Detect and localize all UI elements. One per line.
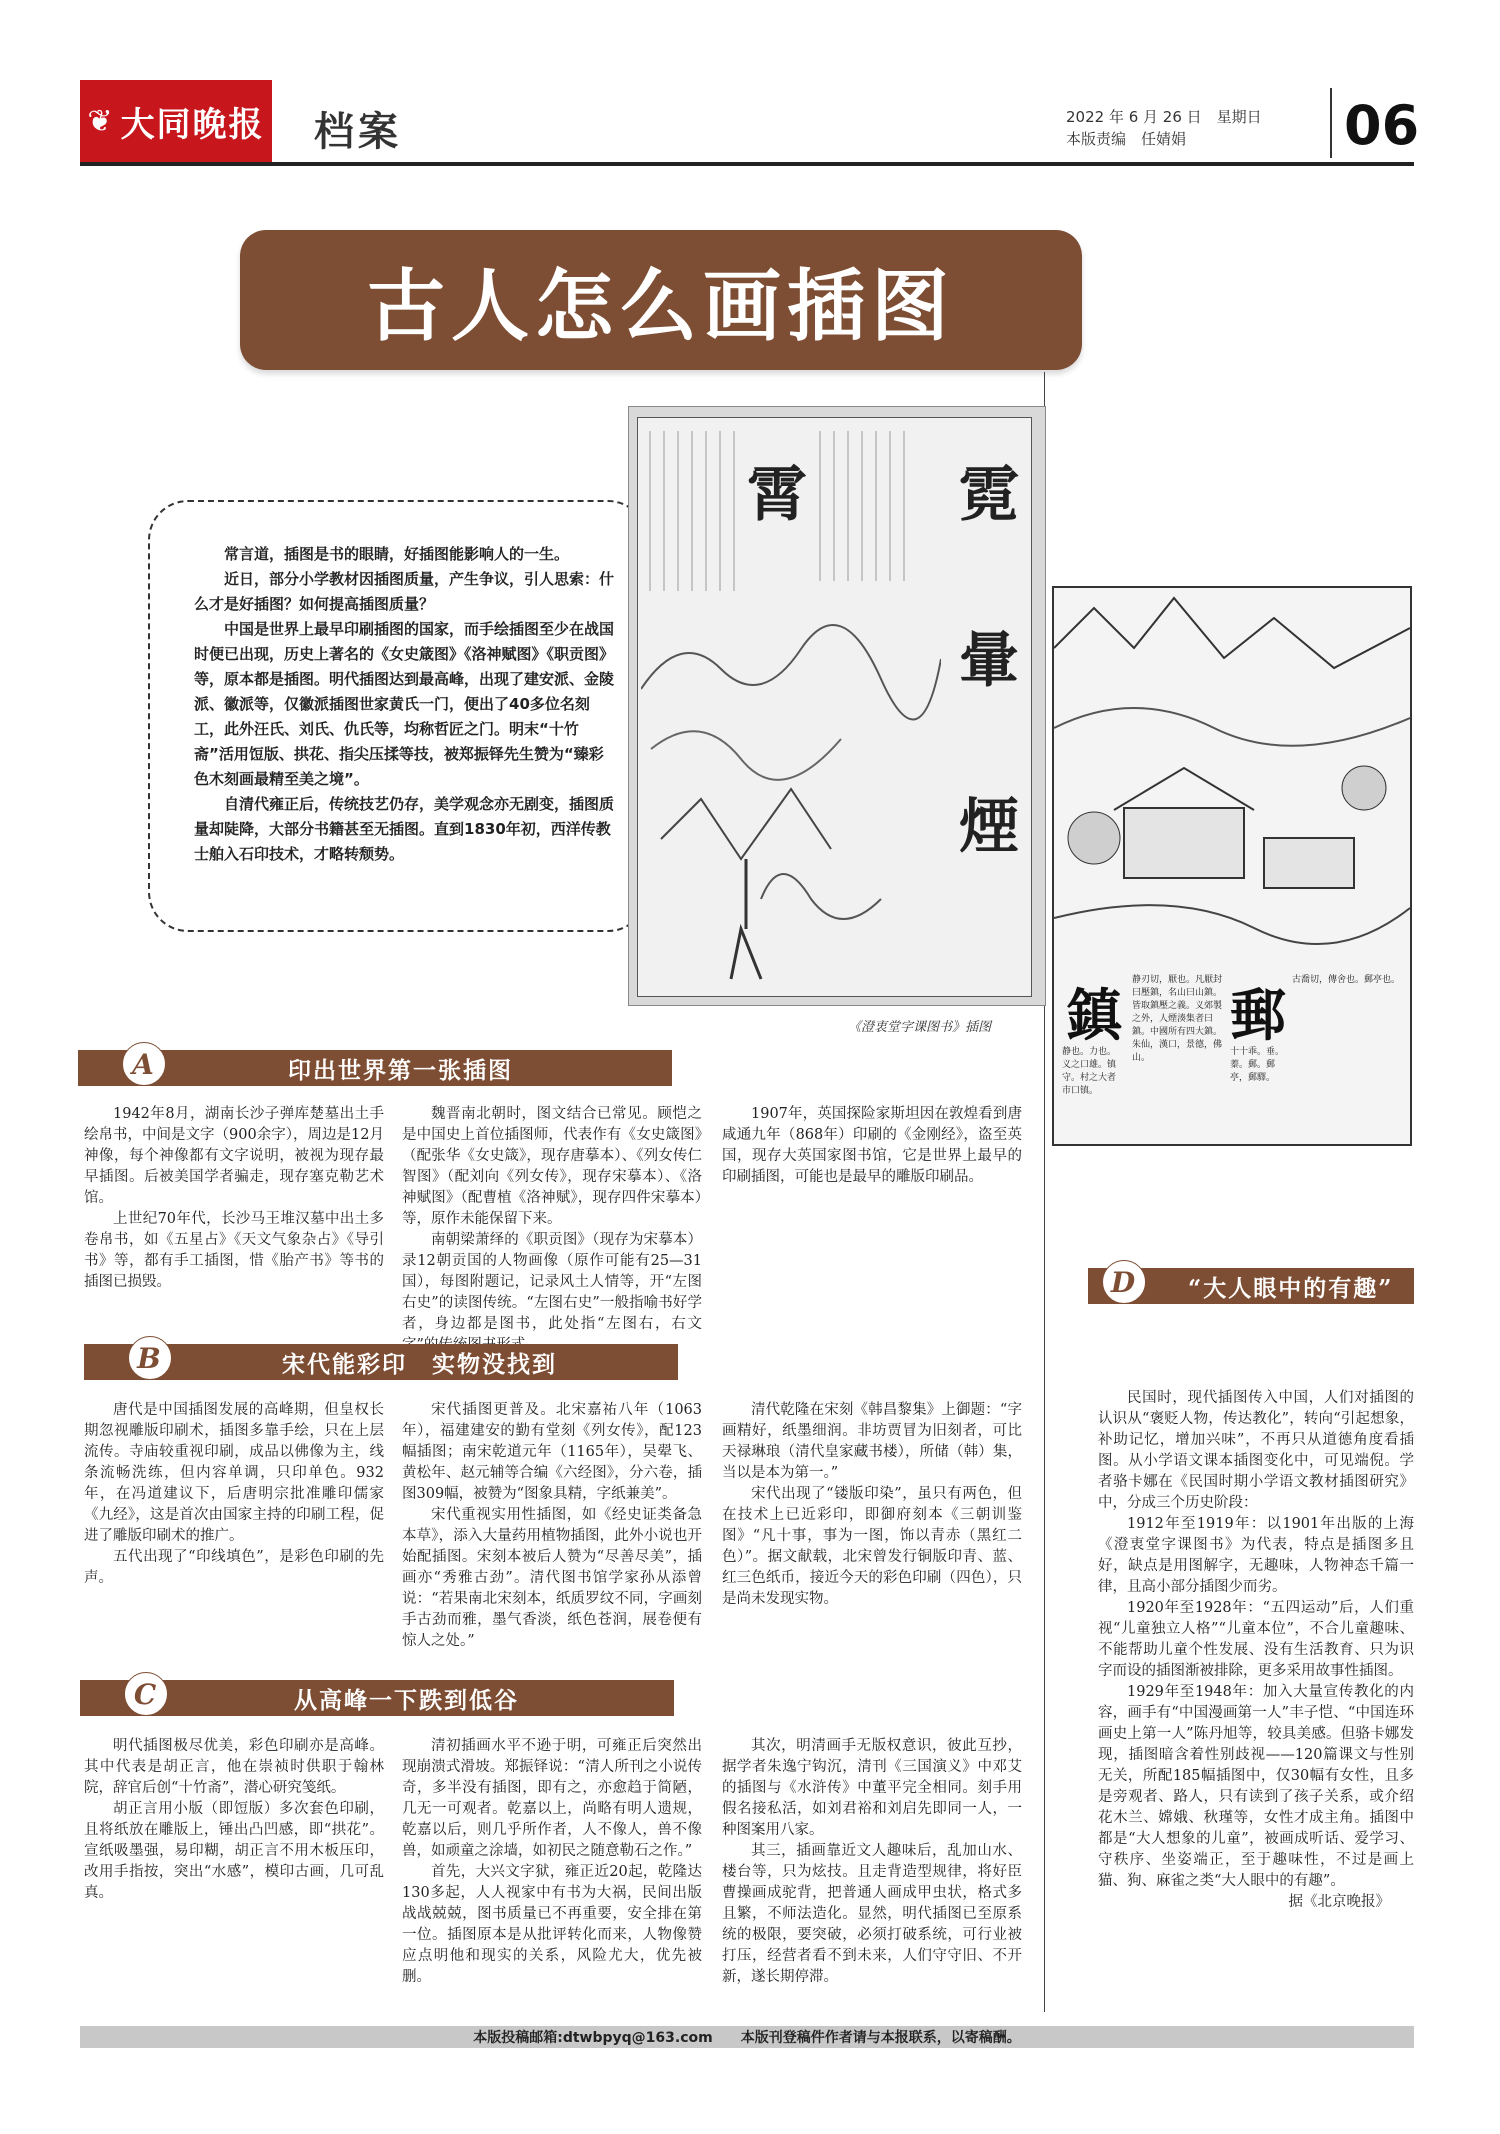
character-note: 十十乖。垂。蓁。郵。郵亭，郵驛。 xyxy=(1230,1047,1285,1083)
intro-paragraph: 常言道，插图是书的眼睛，好插图能影响人的一生。 xyxy=(224,545,570,563)
intro-paragraph: 近日，部分小学教材因插图质量，产生争议，引人思索：什么才是好插图？如何提高插图质量？ xyxy=(194,570,615,613)
dictionary-character: 霄 xyxy=(747,460,807,530)
dictionary-character: 霓 xyxy=(959,460,1019,530)
text-block xyxy=(819,431,909,581)
section-header-d xyxy=(1088,1265,1414,1304)
body-paragraph: 1942年8月，湖南长沙子弹库楚墓出土手绘帛书，中间是文字（900余字），周边是12月神像，每个神像都有文字说明，被视为现存最早插图。后被美国学者骗走，现存塞克勒艺术馆。 xyxy=(84,1106,384,1206)
body-paragraph: 上世纪70年代，长沙马王堆汉墓中出土多卷帛书，如《五星占》《天文气象杂占》《导引书》等，都有手工插图，惜《胎产书》等书的插图已损毁。 xyxy=(84,1211,384,1290)
body-paragraph: 宋代插图更普及。北宋嘉祐八年（1063年），福建建安的勤有堂刻《列女传》，配123幅插图；南宋乾道元年（1165年），吴翚飞、黄松年、赵元辅等合编《六经图》，分六卷，插图309幅，被赞为“图象具精，字纸兼美”。 xyxy=(402,1402,702,1502)
text-column xyxy=(1098,1388,1414,1913)
dictionary-character: 煙 xyxy=(959,792,1019,862)
headline: 古人怎么画插图 xyxy=(366,261,955,352)
body-paragraph: 其次，明清画手无版权意识，彼此互抄，据学者朱逸宁钩沉，清刊《三国演义》中邓艾的插图与《水浒传》中董平完全相同。刻手用假名接私活，如刘君裕和刘启先即同一人，一种图案用八家。 xyxy=(722,1738,1022,1838)
body-paragraph: 1929年至1948年：加入大量宣传教化的内容，画手有“中国漫画第一人”丰子恺、“中国连环画史上第一人”陈丹旭等，较具美感。但骆卡娜发现，插图暗含着性别歧视——120篇课文与性别无关，所配185幅插图中，仅30幅有女性，且多是旁观者、路人，只有读到了孩子关系，或介绍花木兰、嫦娥、秋瑾等，女性才成主角。插图中都是“大人想象的儿童”，被画成听话、爱学习、守秩序、坐姿端正，至于趣味性，不过是画上猫、狗、麻雀之类“大人眼中的有趣”。 xyxy=(1098,1684,1414,1889)
body-paragraph: 五代出现了“印线填色”，是彩色印刷的先声。 xyxy=(84,1549,384,1586)
section-letter-badge: C xyxy=(124,1672,168,1716)
text-column xyxy=(722,1736,1022,1988)
text-column xyxy=(402,1736,702,1988)
landscape-sketch xyxy=(641,599,941,989)
masthead-rule xyxy=(80,162,1414,166)
section-letter-badge: D xyxy=(1102,1260,1146,1304)
issue-date: 2022 年 6 月 26 日 星期日 xyxy=(1066,108,1262,126)
body-paragraph: 胡正言用小版（即饾版）多次套色印刷，且将纸放在雕版上，锤出凸凹感，即“拱花”。宣纸吸墨强，易印糊，胡正言不用木板压印，改用手指按，突出“水感”，模印古画，几可乱真。 xyxy=(84,1801,384,1901)
issue-info xyxy=(1066,106,1262,150)
text-column xyxy=(402,1104,702,1356)
town-illustration xyxy=(1052,586,1412,1146)
newspaper-logo xyxy=(80,80,272,162)
section-header-a xyxy=(78,1047,672,1086)
logo-text: 大同晚报 xyxy=(120,104,265,145)
intro-paragraph: 自清代雍正后，传统技艺仍存，美学观念亦无剧变，插图质量却陡降，大部分书籍甚至无插图。直到1830年初，西洋传教士舶入石印技术，才略转颓势。 xyxy=(194,795,615,863)
text-block xyxy=(649,431,739,591)
dictionary-character: 暈 xyxy=(959,626,1019,696)
article-source: 据《北京晚报》 xyxy=(1288,1894,1390,1910)
submission-email: 本版投稿邮箱:dtwbpyq@163.com xyxy=(473,2030,713,2046)
body-paragraph: 清初插画水平不逊于明，可雍正后突然出现崩溃式滑坡。郑振铎说：“清人所刊之小说传奇，多半没有插图，即有之，亦愈趋于简陋，几无一可观者。乾嘉以上，尚略有明人遗规，乾嘉以后，则几乎所作者，人不像人，兽不像兽，如顽童之涂墙，如初民之随意勒石之作。” xyxy=(402,1738,702,1859)
character-note: 静刃切，厭也。凡厭封曰壓鎮，名山曰山鎮。皆取鎮壓之義。义郊製之外，人煙湊集者曰鎮。中國所有四大鎮。朱仙，漢口，景德，佛山。 xyxy=(1132,975,1223,1063)
town-landscape xyxy=(1054,588,1410,968)
headline-banner xyxy=(240,230,1082,370)
body-paragraph: 1920年至1928年：“五四运动”后，人们重视“儿童独立人格”“儿童本位”，不合儿童趣味、不能帮助儿童个性发展、没有生活教育、只为识字而设的插图渐被排除，更多采用故事性插图。 xyxy=(1098,1600,1414,1679)
text-column xyxy=(402,1400,702,1652)
body-paragraph: 清代乾隆在宋刻《韩昌黎集》上御题：“字画精好，纸墨细润。非坊贾冒为旧刻者，可比天禄琳琅（清代皇家藏书楼），所储（韩）集，当以是本为第一。” xyxy=(722,1402,1022,1481)
body-paragraph: 南朝梁萧绎的《职贡图》（现存为宋摹本）录12朝贡国的人物画像（原作可能有25—31国），每图附题记，记录风土人情等，开“左图右史”的读图传统。“左图右史”一般指喻书好学者，身边都是图书，此处指“左图右，右文 xyxy=(402,1232,702,1332)
section-title: 印出世界第一张插图 xyxy=(288,1056,513,1084)
body-paragraph: 1912年至1919年：以1901年出版的上海《澄衷堂字课图书》为代表，特点是插图多且好，缺点是用图解字，无趣味，人物神态千篇一律，且高小部分插图少而劣。 xyxy=(1098,1516,1414,1595)
page-editor: 本版责编 任婧娟 xyxy=(1066,130,1187,148)
text-column xyxy=(722,1400,1022,1610)
image-caption: 《澄衷堂字课图书》插图 xyxy=(848,1020,992,1035)
dictionary-character: 郵 xyxy=(1230,983,1286,1049)
body-paragraph: 唐代是中国插图发展的高峰期，但皇权长期忽视雕版印刷术，插图多靠手绘，只在上层流传。寺庙较重视印刷，成品以佛像为主，线条流畅洗练，但内容单调，只印单色。932年，在冯道建议下，后唐明宗批准雕印儒家《九经》，这是首次由国家主持的印刷工程，促进了雕版印刷术的推广。 xyxy=(84,1402,384,1544)
text-column xyxy=(722,1104,1022,1188)
section-header-b xyxy=(84,1341,678,1380)
page-number-divider xyxy=(1330,88,1332,158)
body-paragraph: 其三，插画靠近文人趣味后，乱加山水、楼台等，只为炫技。且走背造型规律，将好臣曹操画成驼背，把普通人画成甲虫状，格式多且繁，不师法造化。显然，明代插图已至原系统的极限，要突破，必须打破系统，可行业被打压，经营者看不到未来，人们守守旧、不开新，遂长期停滞。 xyxy=(722,1843,1022,1985)
body-paragraph: 民国时，现代插图传入中国，人们对插图的认识从“褒贬人物，传达教化”，转向“引起想象，补助记忆，增加兴味”，不再只从道德角度看插图。从小学语文课本插图变化中，可见端倪。学者骆卡娜在《民国时期小学语文教材插图研究》中，分成三个历史阶段： xyxy=(1098,1390,1414,1511)
dictionary-character: 鎮 xyxy=(1066,983,1122,1049)
text-column xyxy=(84,1736,384,1904)
page-footer xyxy=(80,2026,1414,2048)
text-column xyxy=(84,1104,384,1293)
body-paragraph: 宋代重视实用性插图，如《经史证类备急本草》，添入大量药用植物插图，此外小说也开始配插图。宋刻本被后人赞为“尽善尽美”，插画亦“秀雅古劲”。清代图书馆学家孙从添曾说：“若果南北宋刻本，纸质罗纹不同，字画刻手古劲而雅，墨气香淡，纸色苍润，展卷便有惊人之处。” xyxy=(402,1507,702,1649)
section-title: 从高峰一下跌到低谷 xyxy=(294,1686,519,1714)
page-number: 06 xyxy=(1344,94,1420,157)
body-paragraph: 宋代出现了“镂版印染”，虽只有两色，但在技术上已近彩印，即御府刻本《三朝训鉴图》“凡十事，事为一图，饰以青赤（黑红二色）”。据文献载，北宋曾发行铜版印青、蓝、红三色纸币，接近今天的彩色印刷（四色），只是尚未发现实物。 xyxy=(722,1486,1022,1607)
body-paragraph: 魏晋南北朝时，图文结合已常见。顾恺之是中国史上首位插图师，代表作有《女史箴图》（配张华《女史箴》，现存唐摹本）、《列女传仁智图》（配刘向《列女传》，现存宋摹本）、《洛神赋图》（配曹植《洛神赋》，现存四件宋摹本）等，原作未能保留下来。 xyxy=(402,1106,702,1227)
text-column xyxy=(84,1400,384,1589)
author-notice: 本版刊登稿件作者请与本报联系，以寄稿酬。 xyxy=(740,2030,1021,2046)
intro-paragraph: 中国是世界上最早印刷插图的国家，而手绘插图至少在战国时便已出现，历史上著名的《女史箴图》《洛神赋图》《职贡图》等，原本都是插图。明代插图达到最高峰，出现了建安派、金陵派、徽派等，仅徽派插图世家黄氏一门，便出了40多位名刻工，此外汪氏、刘氏、仇氏等，均称哲匠之门。明末“十竹斋”活用饾版、拱花、指尖压揉等技，被郑振铎先生赞为“臻彩色木刻画最精至美之境”。 xyxy=(194,620,615,788)
section-name: 档案 xyxy=(314,109,402,155)
flame-icon: ❦ xyxy=(87,103,115,139)
character-note: 静也。力也。义之口雄。镇守。村之大者市口镇。 xyxy=(1062,1047,1117,1096)
body-paragraph: 1907年，英国探险家斯坦因在敦煌看到唐咸通九年（868年）印刷的《金刚经》，盗至英国，现存大英国家图书馆，它是世界上最早的印刷插图，可能也是最早的雕版印刷品。 xyxy=(722,1106,1022,1185)
character-note: 古喬切，傳舍也。郵亭也。 xyxy=(1292,975,1401,985)
body-paragraph: 首先，大兴文字狱，雍正近20起，乾隆达130多起，人人视家中有书为大祸，民间出版战战兢兢，图书质量已不再重要，安全排在第一位。插图原本是从批评转化而来，人物像赞应点明他和现实的关系，风险尤大，优先被删。 xyxy=(402,1864,702,1985)
body-paragraph: 明代插图极尽优美，彩色印刷亦是高峰。其中代表是胡正言，他在崇祯时供职于翰林院，辞官后创“十竹斋”，潜心研究笺纸。 xyxy=(84,1738,384,1796)
section-title: 宋代能彩印 实物没找到 xyxy=(282,1350,557,1378)
section-letter-badge: B xyxy=(128,1336,172,1380)
section-letter-badge: A xyxy=(122,1042,166,1086)
dictionary-illustration xyxy=(628,406,1046,1006)
intro-box xyxy=(148,500,648,932)
section-title: “大人眼中的有趣” xyxy=(1188,1274,1394,1302)
section-header-c xyxy=(80,1677,674,1716)
